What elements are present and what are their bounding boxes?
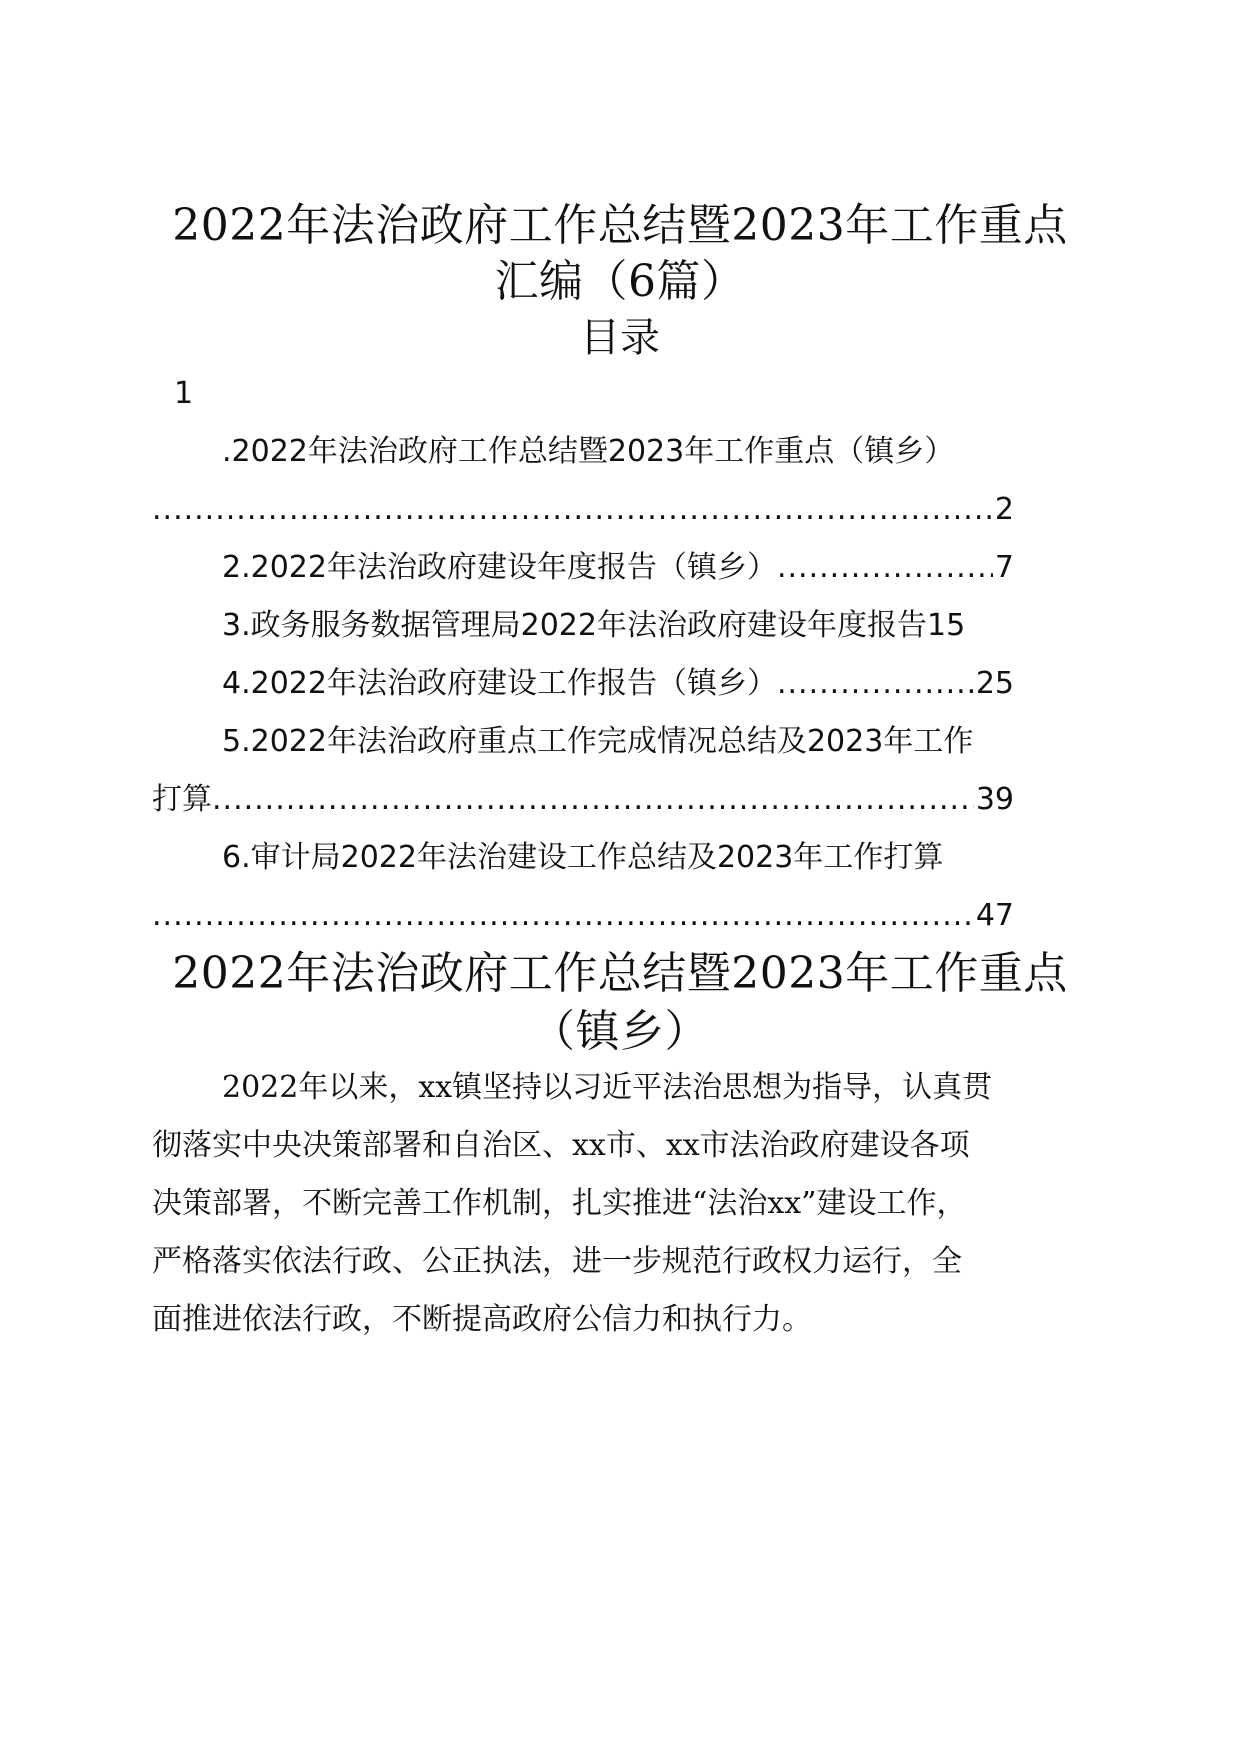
toc-entry-2[interactable] xyxy=(222,546,1014,590)
paragraph-line-5: 面推进依法行政，不断提高政府公信力和执行力。 xyxy=(152,1302,812,1337)
toc-entry-3-page: 15 xyxy=(926,608,966,643)
paragraph-line-4: 严格落实依法行政、公正执法，进一步规范行政权力运行，全 xyxy=(152,1244,962,1279)
toc-leader-dots xyxy=(152,488,993,532)
toc-stray-number: 1 xyxy=(174,376,194,411)
toc-entry-5-continuation: 打算 xyxy=(152,782,212,817)
document-title-line-2: 汇编（6篇） xyxy=(494,256,746,307)
section-title-line-1: 2022年法治政府工作总结暨2023年工作重点 xyxy=(172,948,1068,999)
toc-entry-1-leader[interactable] xyxy=(152,488,1014,532)
document-title-line-1: 2022年法治政府工作总结暨2023年工作重点 xyxy=(172,200,1068,251)
toc-entry-3[interactable] xyxy=(222,604,965,648)
toc-leader-dots xyxy=(212,778,974,822)
toc-leader-dots xyxy=(777,662,974,706)
toc-entry-4-text: 4.2022年法治政府建设工作报告（镇乡） xyxy=(222,666,777,701)
toc-leader-dots xyxy=(152,894,974,938)
paragraph-line-1: 2022年以来，xx镇坚持以习近平法治思想为指导，认真贯 xyxy=(222,1070,993,1105)
paragraph-line-3: 决策部署，不断完善工作机制，扎实推进“法治xx”建设工作， xyxy=(152,1186,967,1221)
toc-entry-3-text: 3.政务服务数据管理局2022年法治政府建设年度报告 xyxy=(222,608,927,643)
toc-heading: 目录 xyxy=(580,315,660,361)
toc-leader-dots xyxy=(777,546,993,590)
toc-entry-6-text[interactable]: 6.审计局2022年法治建设工作总结及2023年工作打算 xyxy=(222,840,944,875)
toc-entry-2-page: 7 xyxy=(994,550,1014,585)
toc-entry-4[interactable] xyxy=(222,662,1014,706)
toc-entry-5-text[interactable]: 5.2022年法治政府重点工作完成情况总结及2023年工作 xyxy=(222,724,974,759)
toc-entry-6-leader[interactable] xyxy=(152,894,1014,938)
section-title-line-2: （镇乡） xyxy=(531,1006,709,1057)
toc-entry-1-text[interactable]: .2022年法治政府工作总结暨2023年工作重点（镇乡） xyxy=(222,434,955,469)
paragraph-line-2: 彻落实中央决策部署和自治区、xx市、xx市法治政府建设各项 xyxy=(152,1128,970,1163)
toc-entry-5-page: 39 xyxy=(975,782,1014,817)
toc-entry-2-text: 2.2022年法治政府建设年度报告（镇乡） xyxy=(222,550,777,585)
toc-entry-1-page: 2 xyxy=(994,492,1014,527)
toc-entry-4-page: 25 xyxy=(975,666,1014,701)
toc-entry-5-leader[interactable] xyxy=(152,778,1014,822)
toc-entry-6-page: 47 xyxy=(975,898,1014,933)
